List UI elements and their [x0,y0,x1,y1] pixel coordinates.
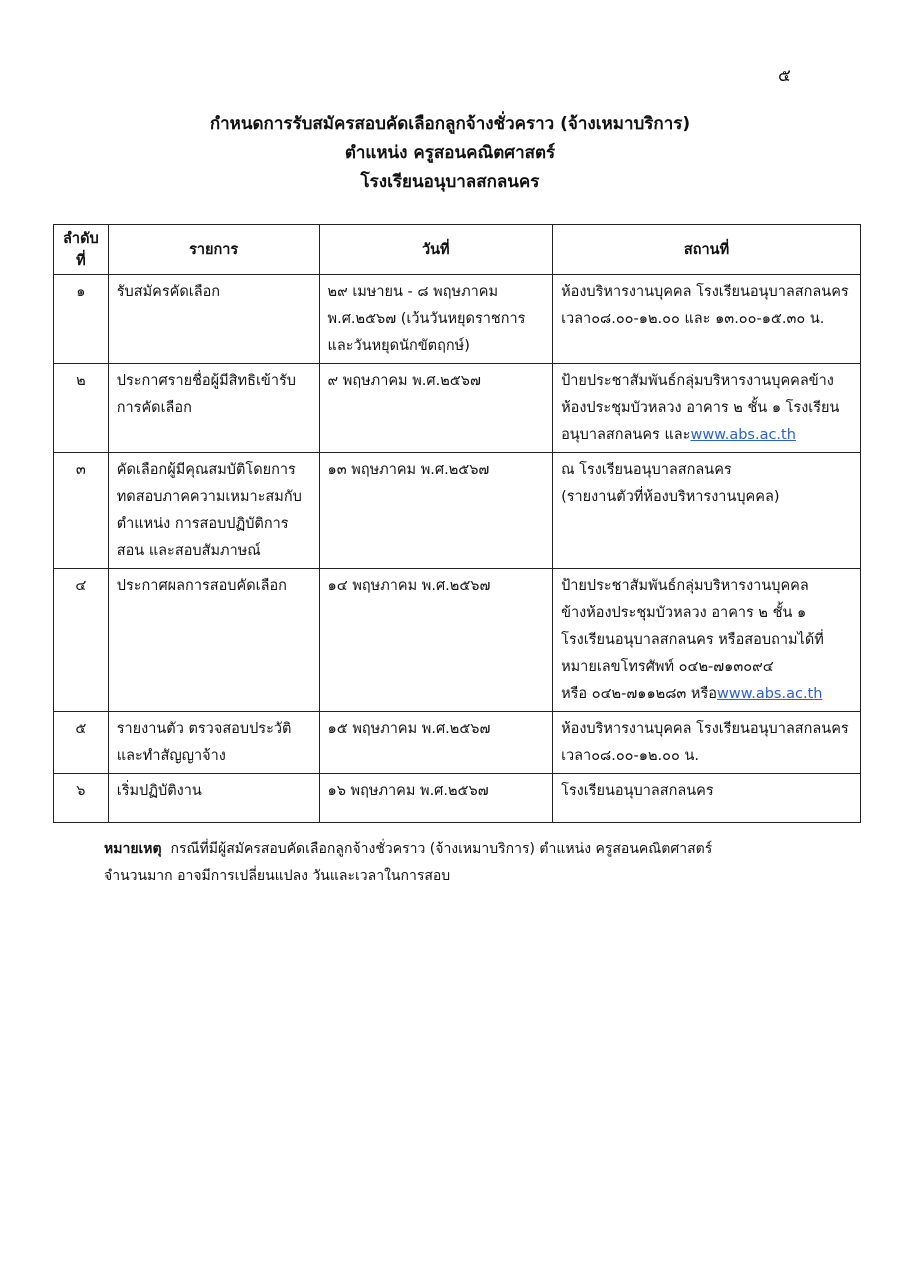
item-line: ประกาศรายชื่อผู้มีสิทธิเข้ารับ [116,373,296,389]
item-line: ทดสอบภาคความเหมาะสมกับ [116,489,302,505]
place-text: อนุบาลสกลนคร และ [561,427,691,443]
place-line: ข้างห้องประชุมบัวหลวง อาคาร ๒ ชั้น ๑ [561,605,807,621]
row-date [319,275,553,364]
place-line: ณ โรงเรียนอนุบาลสกลนคร [561,462,732,478]
row-place [553,453,861,569]
date-line: ๑๓ พฤษภาคม พ.ศ.๒๕๖๗ [327,462,490,478]
row-item [108,774,319,823]
table-header-row [54,225,861,275]
row-place [553,774,861,823]
date-line: ๑๔ พฤษภาคม พ.ศ.๒๕๖๗ [327,578,491,594]
table-row [54,712,861,774]
place-line: เวลา๐๘.๐๐-๑๒.๐๐ น. [561,748,699,764]
place-line: โรงเรียนอนุบาลสกลนคร หรือสอบถามได้ที่ [561,632,824,648]
place-line: ป้ายประชาสัมพันธ์กลุ่มบริหารงานบุคคลข้าง [561,373,834,389]
row-item [108,275,319,364]
title-line-3: โรงเรียนอนุบาลสกลนคร [360,172,540,192]
title-line-2: ตำแหน่ง ครูสอนคณิตศาสตร์ [344,143,556,163]
note-label: หมายเหตุ [104,841,162,857]
document-title [0,110,900,197]
date-line: พ.ศ.๒๕๖๗ (เว้นวันหยุดราชการ [327,311,526,327]
row-number: ๓ [54,453,109,569]
row-date [319,569,553,712]
row-date [319,712,553,774]
schedule-table [53,224,861,823]
place-line: ห้องบริหารงานบุคคล โรงเรียนอนุบาลสกลนคร [561,284,849,300]
date-line: ๑๕ พฤษภาคม พ.ศ.๒๕๖๗ [327,721,491,737]
row-item [108,569,319,712]
row-date [319,774,553,823]
item-line: รายงานตัว ตรวจสอบประวัติ [116,721,292,737]
table-row [54,453,861,569]
row-item [108,364,319,453]
row-date [319,453,553,569]
header-order-line1: ลำดับ [63,230,99,247]
title-line-1: กำหนดการรับสมัครสอบคัดเลือกลูกจ้างชั่วคราว (จ้างเหมาบริการ) [209,114,691,134]
website-link[interactable]: www.abs.ac.th [690,427,796,443]
header-place: สถานที่ [553,225,861,275]
row-number: ๔ [54,569,109,712]
place-line: ห้องประชุมบัวหลวง อาคาร ๒ ชั้น ๑ โรงเรียน [561,400,840,416]
header-order [54,225,109,275]
header-item: รายการ [108,225,319,275]
note [104,836,784,890]
place-line: ป้ายประชาสัมพันธ์กลุ่มบริหารงานบุคคล [561,578,809,594]
item-line: คัดเลือกผู้มีคุณสมบัติโดยการ [116,462,296,478]
item-line: ประกาศผลการสอบคัดเลือก [116,578,287,594]
table-row [54,275,861,364]
item-line: รับสมัครคัดเลือก [116,284,221,300]
place-line [561,422,852,449]
table-row [54,569,861,712]
item-line: และทำสัญญาจ้าง [116,748,226,764]
item-line: ตำแหน่ง การสอบปฏิบัติการ [116,516,289,532]
item-line: การคัดเลือก [116,400,192,416]
row-number: ๑ [54,275,109,364]
row-place [553,275,861,364]
row-number: ๕ [54,712,109,774]
place-line: เวลา๐๘.๐๐-๑๒.๐๐ และ ๑๓.๐๐-๑๕.๓๐ น. [561,311,825,327]
place-text: หรือ ๐๔๒-๗๑๑๒๘๓ หรือ [561,686,717,702]
row-number: ๖ [54,774,109,823]
website-link[interactable]: www.abs.ac.th [716,686,823,702]
row-date [319,364,553,453]
place-line [561,681,852,708]
page-number: ๕ [778,66,791,86]
note-line-1 [104,836,784,863]
row-item [108,712,319,774]
row-place [553,364,861,453]
header-date: วันที่ [319,225,553,275]
place-line: ห้องบริหารงานบุคคล โรงเรียนอนุบาลสกลนคร [561,721,849,737]
item-line: สอน และสอบสัมภาษณ์ [116,543,261,559]
table-body [54,275,861,823]
date-line: และวันหยุดนักขัตฤกษ์) [327,338,470,354]
row-number: ๒ [54,364,109,453]
place-line: โรงเรียนอนุบาลสกลนคร [561,783,714,799]
row-item [108,453,319,569]
table-row [54,774,861,823]
table-row [54,364,861,453]
note-line-2: จำนวนมาก อาจมีการเปลี่ยนแปลง วันและเวลาในการสอบ [104,868,451,884]
item-line: เริ่มปฏิบัติงาน [116,783,202,799]
note-text-1: กรณีที่มีผู้สมัครสอบคัดเลือกลูกจ้างชั่วคราว (จ้างเหมาบริการ) ตำแหน่ง ครูสอนคณิตศาสตร์ [170,841,713,857]
row-place [553,712,861,774]
date-line: ๑๖ พฤษภาคม พ.ศ.๒๕๖๗ [327,783,489,799]
date-line: ๙ พฤษภาคม พ.ศ.๒๕๖๗ [327,373,481,389]
header-order-line2: ที่ [76,252,86,269]
row-place [553,569,861,712]
place-line: หมายเลขโทรศัพท์ ๐๔๒-๗๑๓๐๙๔ [561,659,774,675]
date-line: ๒๙ เมษายน - ๘ พฤษภาคม [327,284,499,300]
place-line: (รายงานตัวที่ห้องบริหารงานบุคคล) [561,489,780,505]
